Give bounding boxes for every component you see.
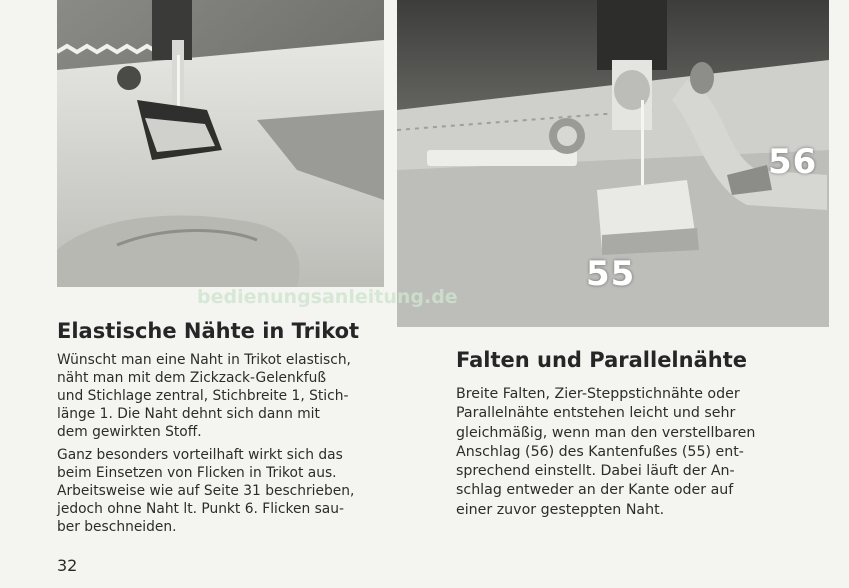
- text-line: Anschlag (56) des Kantenfußes (55) ent-: [456, 443, 744, 460]
- text-line: ber beschneiden.: [57, 519, 177, 535]
- text-line: gleichmäßig, wenn man den verstellbaren: [456, 424, 756, 441]
- text-line: dem gewirkten Stoff.: [57, 424, 202, 440]
- text-line: Breite Falten, Zier-Steppstichnähte oder: [456, 386, 740, 402]
- text-line: Wünscht man eine Naht in Trikot elastisch,: [57, 352, 351, 368]
- text-line: sprechend einstellt. Dabei läuft der An-: [456, 463, 735, 480]
- section-heading-elastic-seams: Elastische Nähte in Trikot: [57, 319, 360, 343]
- text-line: schlag entweder an der Kante oder auf: [456, 482, 734, 499]
- text-line: Parallelnähte entstehen leicht und sehr: [456, 405, 736, 422]
- text-line: einer zuvor gesteppten Naht.: [456, 501, 665, 518]
- part-number-55-label: 55: [586, 254, 636, 294]
- paragraph-elastic-seams-instructions: [57, 351, 402, 441]
- photo-zigzag-foot-on-tricot: [57, 0, 384, 287]
- photo-edge-foot-with-guide: [397, 0, 829, 327]
- part-number-56-label: 56: [768, 142, 818, 182]
- paragraph-pleats-instructions: [456, 385, 804, 520]
- text-line: und Stichlage zentral, Stichbreite 1, Stich-: [57, 388, 349, 404]
- watermark: bedienungsanleitung.de: [197, 286, 458, 308]
- text-line: beim Einsetzen von Flicken in Trikot aus.: [57, 465, 337, 481]
- paragraph-patch-instructions: [57, 446, 402, 536]
- section-heading-pleats-parallel-seams: Falten und Parallelnähte: [456, 348, 747, 372]
- page-number: 32: [57, 556, 78, 575]
- text-line: näht man mit dem Zickzack-Gelenkfuß: [57, 370, 327, 386]
- photo-left-illustration: [57, 0, 384, 287]
- text-line: Arbeitsweise wie auf Seite 31 beschrieben,: [57, 483, 355, 499]
- text-line: Ganz besonders vorteilhaft wirkt sich das: [57, 447, 343, 463]
- text-line: länge 1. Die Naht dehnt sich dann mit: [57, 406, 320, 422]
- text-line: jedoch ohne Naht lt. Punkt 6. Flicken sau-: [57, 501, 344, 517]
